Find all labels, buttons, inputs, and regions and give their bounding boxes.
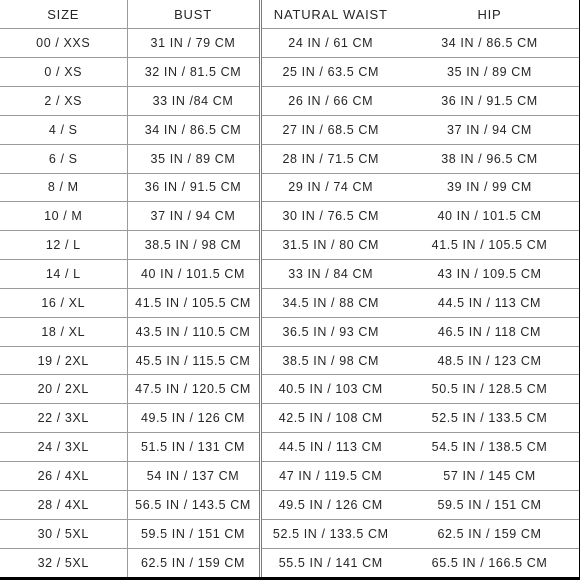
table-row [0, 490, 579, 519]
waist-cell: 33 IN / 84 CM [260, 260, 400, 289]
bust-cell: 43.5 IN / 110.5 CM [127, 317, 260, 346]
hip-cell: 40 IN / 101.5 CM [400, 202, 579, 231]
size-cell: 10 / M [0, 202, 127, 231]
table-row [0, 317, 579, 346]
size-cell: 20 / 2XL [0, 375, 127, 404]
size-cell: 26 / 4XL [0, 462, 127, 491]
waist-cell: 29 IN / 74 CM [260, 173, 400, 202]
table-row [0, 231, 579, 260]
size-cell: 30 / 5XL [0, 519, 127, 548]
bust-cell: 49.5 IN / 126 CM [127, 404, 260, 433]
bust-cell: 56.5 IN / 143.5 CM [127, 490, 260, 519]
hip-cell: 50.5 IN / 128.5 CM [400, 375, 579, 404]
table-row [0, 173, 579, 202]
hip-cell: 65.5 IN / 166.5 CM [400, 548, 579, 577]
waist-cell: 44.5 IN / 113 CM [260, 433, 400, 462]
bust-cell: 36 IN / 91.5 CM [127, 173, 260, 202]
header-hip: HIP [477, 6, 502, 22]
size-cell: 16 / XL [0, 288, 127, 317]
waist-cell: 30 IN / 76.5 CM [260, 202, 400, 231]
size-cell: 14 / L [0, 260, 127, 289]
bust-cell: 32 IN / 81.5 CM [127, 58, 260, 87]
hip-cell: 35 IN / 89 CM [400, 58, 579, 87]
size-cell: 24 / 3XL [0, 433, 127, 462]
bust-cell: 59.5 IN / 151 CM [127, 519, 260, 548]
size-cell: 19 / 2XL [0, 346, 127, 375]
bust-cell: 47.5 IN / 120.5 CM [127, 375, 260, 404]
table-row [0, 519, 579, 548]
bust-cell: 45.5 IN / 115.5 CM [127, 346, 260, 375]
size-cell: 00 / XXS [0, 29, 127, 58]
size-cell: 6 / S [0, 144, 127, 173]
size-cell: 0 / XS [0, 58, 127, 87]
bust-cell: 54 IN / 137 CM [127, 462, 260, 491]
size-chart-header [0, 0, 579, 29]
waist-cell: 47 IN / 119.5 CM [260, 462, 400, 491]
waist-cell: 55.5 IN / 141 CM [260, 548, 400, 577]
size-cell: 4 / S [0, 115, 127, 144]
table-row [0, 462, 579, 491]
hip-cell: 38 IN / 96.5 CM [400, 144, 579, 173]
header-row [0, 0, 579, 29]
header-size: SIZE [0, 0, 127, 29]
bust-cell: 38.5 IN / 98 CM [127, 231, 260, 260]
table-row [0, 202, 579, 231]
header-bust: BUST [127, 0, 260, 29]
hip-cell: 59.5 IN / 151 CM [400, 490, 579, 519]
bust-cell: 40 IN / 101.5 CM [127, 260, 260, 289]
size-cell: 32 / 5XL [0, 548, 127, 577]
size-cell: 8 / M [0, 173, 127, 202]
table-row [0, 58, 579, 87]
bust-cell: 41.5 IN / 105.5 CM [127, 288, 260, 317]
waist-cell: 26 IN / 66 CM [260, 87, 400, 116]
bust-cell: 37 IN / 94 CM [127, 202, 260, 231]
bust-cell: 34 IN / 86.5 CM [127, 115, 260, 144]
size-cell: 28 / 4XL [0, 490, 127, 519]
table-row [0, 404, 579, 433]
waist-cell: 31.5 IN / 80 CM [260, 231, 400, 260]
hip-cell: 48.5 IN / 123 CM [400, 346, 579, 375]
bust-cell: 33 IN /84 CM [127, 87, 260, 116]
hip-cell: 57 IN / 145 CM [400, 462, 579, 491]
waist-cell: 38.5 IN / 98 CM [260, 346, 400, 375]
waist-cell: 49.5 IN / 126 CM [260, 490, 400, 519]
hip-cell: 52.5 IN / 133.5 CM [400, 404, 579, 433]
hip-cell: 37 IN / 94 CM [400, 115, 579, 144]
hip-cell: 43 IN / 109.5 CM [400, 260, 579, 289]
hip-cell: 54.5 IN / 138.5 CM [400, 433, 579, 462]
waist-cell: 28 IN / 71.5 CM [260, 144, 400, 173]
waist-cell: 52.5 IN / 133.5 CM [260, 519, 400, 548]
bust-cell: 35 IN / 89 CM [127, 144, 260, 173]
hip-cell: 46.5 IN / 118 CM [400, 317, 579, 346]
table-row [0, 548, 579, 577]
table-row [0, 375, 579, 404]
size-cell: 22 / 3XL [0, 404, 127, 433]
size-cell: 12 / L [0, 231, 127, 260]
hip-cell: 41.5 IN / 105.5 CM [400, 231, 579, 260]
waist-cell: 42.5 IN / 108 CM [260, 404, 400, 433]
size-cell: 18 / XL [0, 317, 127, 346]
waist-cell: 24 IN / 61 CM [260, 29, 400, 58]
header-natural-waist: NATURAL WAIST [273, 6, 388, 22]
waist-cell: 27 IN / 68.5 CM [260, 115, 400, 144]
table-row [0, 87, 579, 116]
table-row [0, 288, 579, 317]
hip-cell: 44.5 IN / 113 CM [400, 288, 579, 317]
bust-cell: 31 IN / 79 CM [127, 29, 260, 58]
hip-cell: 62.5 IN / 159 CM [400, 519, 579, 548]
waist-cell: 40.5 IN / 103 CM [260, 375, 400, 404]
hip-cell: 36 IN / 91.5 CM [400, 87, 579, 116]
hip-cell: 39 IN / 99 CM [400, 173, 579, 202]
table-row [0, 115, 579, 144]
bust-cell: 51.5 IN / 131 CM [127, 433, 260, 462]
hip-cell: 34 IN / 86.5 CM [400, 29, 579, 58]
waist-cell: 36.5 IN / 93 CM [260, 317, 400, 346]
table-row [0, 346, 579, 375]
size-cell: 2 / XS [0, 87, 127, 116]
table-row [0, 433, 579, 462]
table-row [0, 29, 579, 58]
table-row [0, 260, 579, 289]
bust-cell: 62.5 IN / 159 CM [127, 548, 260, 577]
size-chart-body [0, 29, 579, 577]
waist-cell: 25 IN / 63.5 CM [260, 58, 400, 87]
waist-cell: 34.5 IN / 88 CM [260, 288, 400, 317]
table-row [0, 144, 579, 173]
